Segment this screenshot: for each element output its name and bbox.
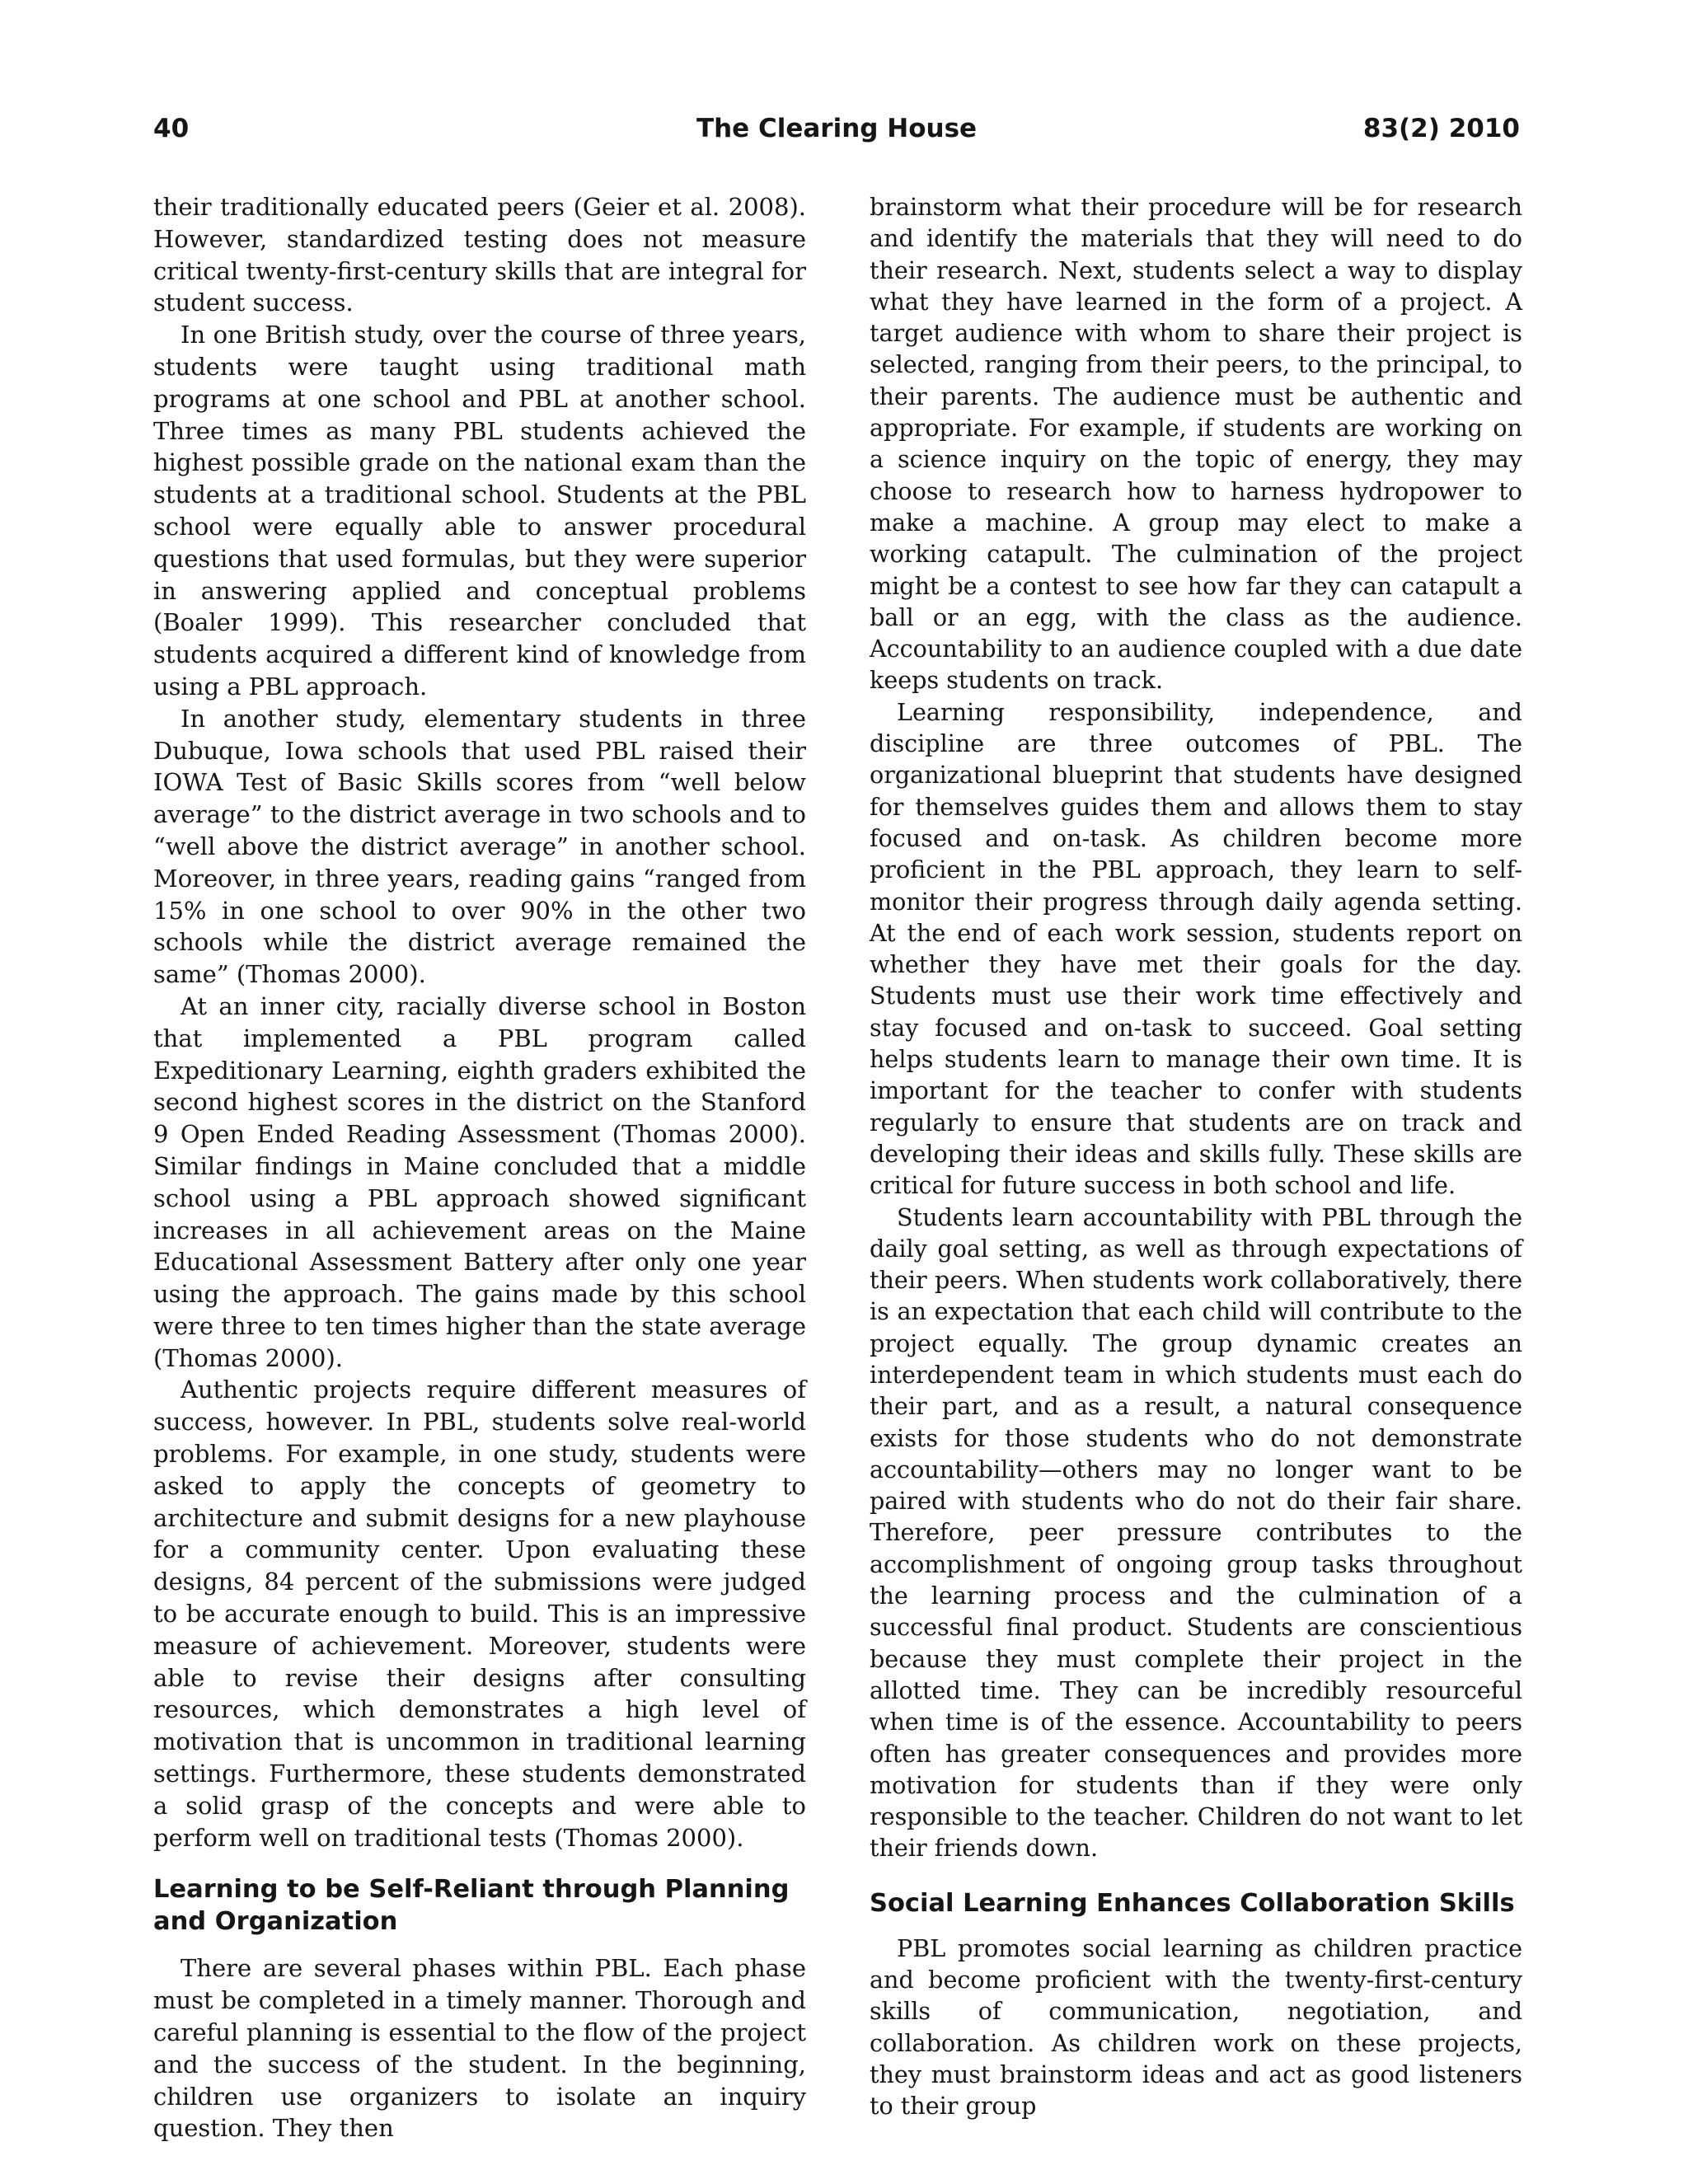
- paragraph: There are several phases within PBL. Each phase must be completed in a timely manner. Thorough and careful planning is essential to the flow of the project and the success of the student. In the beginning, children use organizers to isolate an inquiry question. They then: [153, 1954, 806, 2143]
- paragraph: Learning responsibility, independence, and discipline are three outcomes of PBL. The organizational blueprint that students have designed for themselves guides them and allows them to stay focused and on-task. As children become more proficient in the PBL approach, they learn to self-monitor their progress through daily agenda setting. At the end of each work session, students report on whether they have met their goals for the day. Students must use their work time effectively and stay focused and on-task to succeed. Goal setting helps students learn to manage their own time. It is important for the teacher to confer with students regularly to ensure that students are on track and developing their ideas and skills fully. These skills are critical for future success in both school and life.: [870, 697, 1522, 1200]
- paragraph: PBL promotes social learning as children practice and become proficient with the twenty-first-century skills of communication, negotiation, and collaboration. As children work on these projects, they must brainstorm ideas and act as good listeners to their group: [870, 1933, 1522, 2121]
- running-header: [153, 107, 1520, 150]
- journal-title: The Clearing House: [696, 114, 978, 143]
- paragraph: their traditionally educated peers (Geier et al. 2008). However, standardized testing does not measure critical twenty-first-century skills that are integral for student success.: [153, 193, 806, 317]
- paragraph: In another study, elementary students in three Dubuque, Iowa schools that used PBL raised their IOWA Test of Basic Skills scores from “well below average” to the district average in two schools and to “well above the district average” in another school. Moreover, in three years, reading gains “ranged from 15% in one school to over 90% in the other two schools while the district average remained the same” (Thomas 2000).: [153, 704, 806, 989]
- paragraph: brainstorm what their procedure will be for research and identify the materials that they will need to do their research. Next, students select a way to display what they have learned in the form of a project. A target audience with whom to share their project is selected, ranging from their peers, to the principal, to their parents. The audience must be authentic and appropriate. For example, if students are working on a science inquiry on the topic of energy, they may choose to research how to harness hydropower to make a machine. A group may elect to make a working catapult. The culmination of the project might be a contest to see how far they can catapult a ball or an egg, with the class as the audience. Accountability to an audience coupled with a due date keeps students on track.: [870, 193, 1522, 695]
- left-column: [153, 191, 806, 2144]
- page-number: 40: [153, 114, 190, 143]
- issue-info: 83(2) 2010: [1362, 114, 1520, 143]
- section-heading: Social Learning Enhances Collaboration Skills: [870, 1888, 1515, 1918]
- paragraph: At an inner city, racially diverse school in Boston that implemented a PBL program called Expeditionary Learning, eighth graders exhibited the second highest scores in the district on the Stanford 9 Open Ended Reading Assessment (Thomas 2000). Similar findings in Maine concluded that a middle school using a PBL approach showed significant increases in all achievement areas on the Maine Educational Assessment Battery after only one year using the approach. The gains made by this school were three to ten times higher than the state average (Thomas 2000).: [153, 991, 806, 1372]
- paragraph: Authentic projects require different measures of success, however. In PBL, students solve real-world problems. For example, in one study, students were asked to apply the concepts of geometry to architecture and submit designs for a new playhouse for a community center. Upon evaluating these designs, 84 percent of the submissions were judged to be accurate enough to build. This is an impressive measure of achievement. Moreover, students were able to revise their designs after consulting resources, which demonstrates a high level of motivation that is uncommon in traditional learning settings. Furthermore, these students demonstrated a solid grasp of the concepts and were able to perform well on traditional tests (Thomas 2000).: [153, 1376, 806, 1852]
- section-heading: Learning to be Self-Reliant through Planning and Organization: [153, 1875, 790, 1937]
- right-column: [870, 191, 1522, 2122]
- paragraph: Students learn accountability with PBL through the daily goal setting, as well as through expectations of their peers. When students work collaboratively, there is an expectation that each child will contribute to the project equally. The group dynamic creates an interdependent team in which students must each do their part, and as a result, a natural consequence exists for those students who do not demonstrate accountability—others may no longer want to be paired with students who do not do their fair share. Therefore, peer pressure contributes to the accomplishment of ongoing group tasks throughout the learning process and the culmination of a successful final product. Students are conscientious because they must complete their project in the allotted time. They can be incredibly resourceful when time is of the essence. Accountability to peers often has greater consequences and provides more motivation for students than if they were only responsible to the teacher. Children do not want to let their friends down.: [870, 1202, 1522, 1863]
- paragraph: In one British study, over the course of three years, students were taught using traditional math programs at one school and PBL at another school. Three times as many PBL students achieved the highest possible grade on the national exam than the students at a traditional school. Students at the PBL school were equally able to answer procedural questions that used formulas, but they were superior in answering applied and conceptual problems (Boaler 1999). This researcher concluded that students acquired a different kind of knowledge from using a PBL approach.: [153, 321, 806, 701]
